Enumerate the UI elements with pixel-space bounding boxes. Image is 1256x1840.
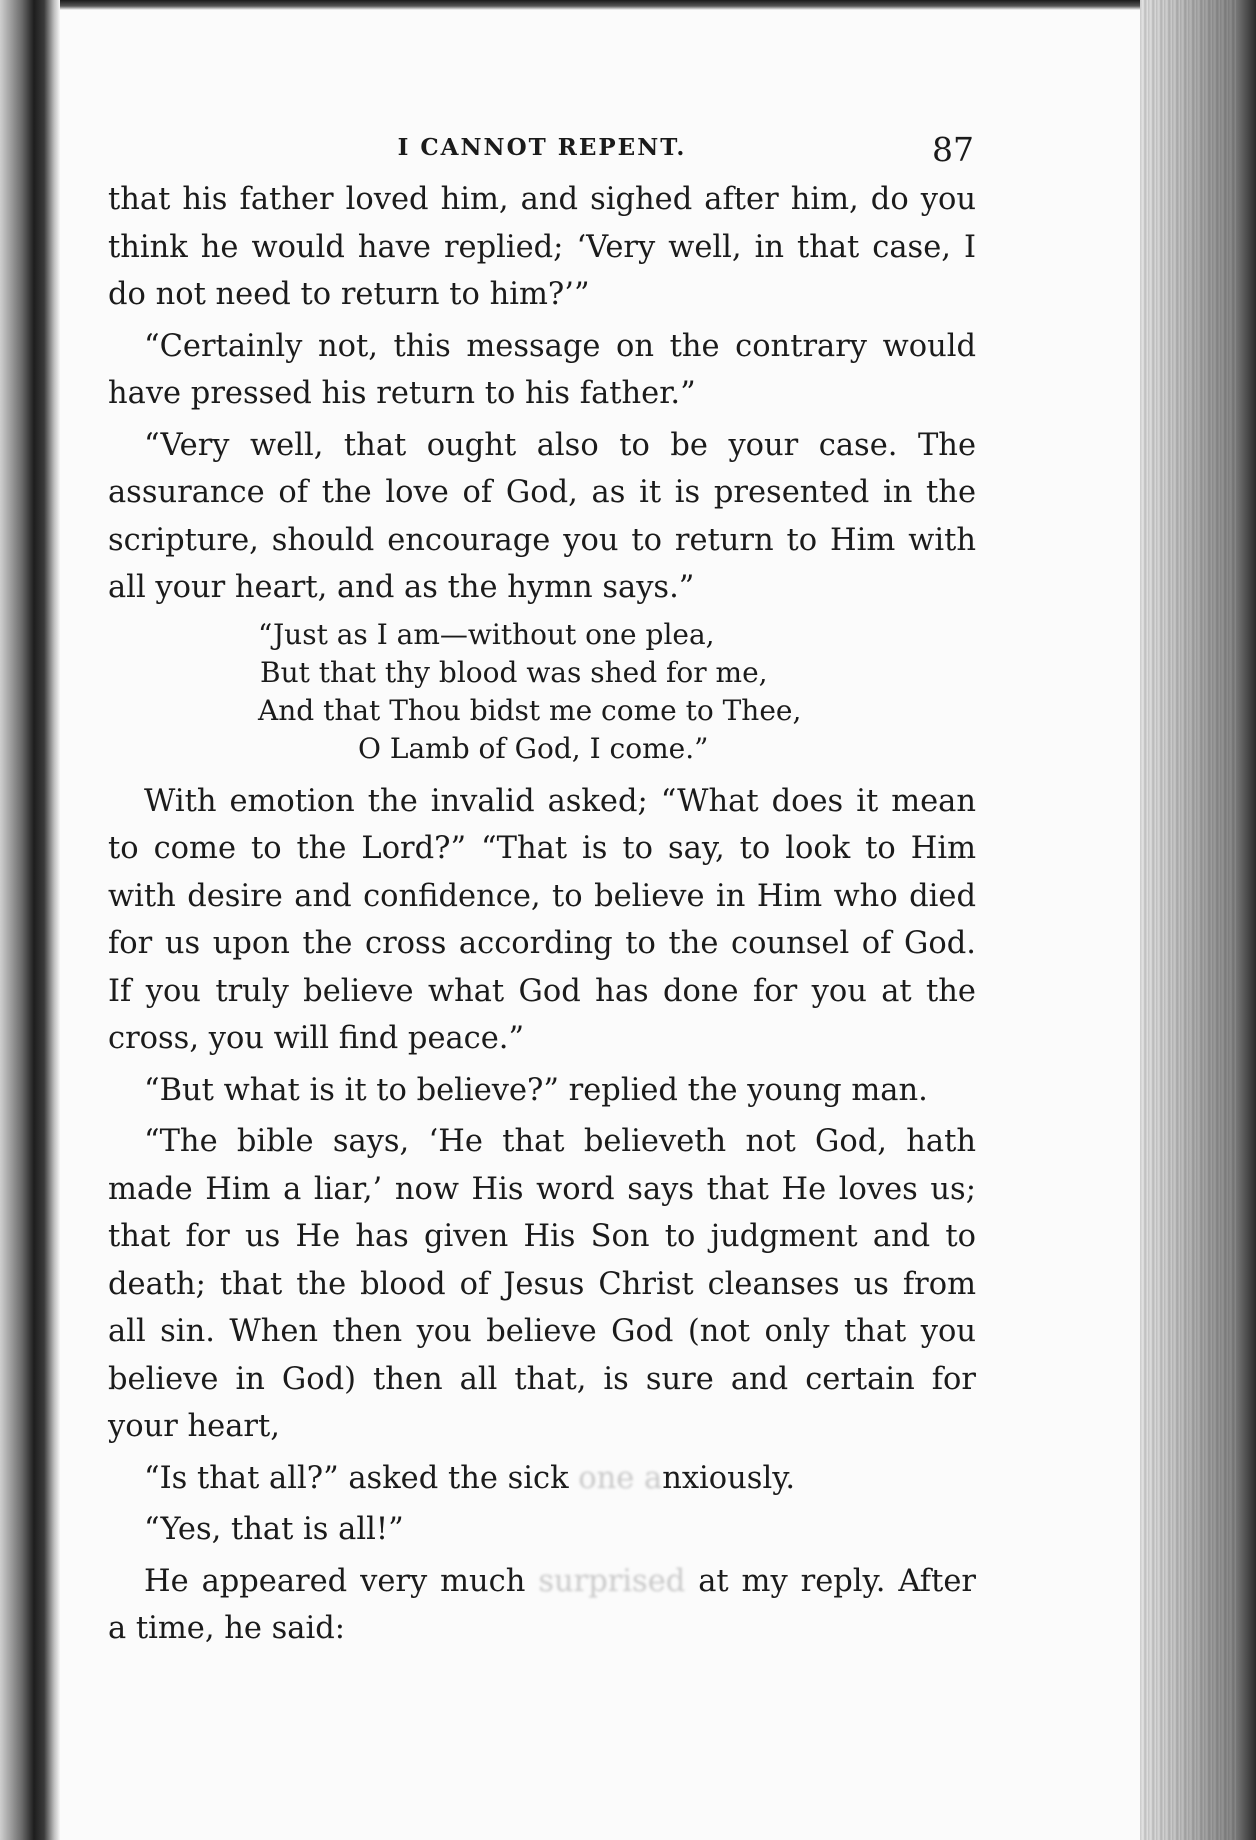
scan-top-edge	[0, 0, 1256, 10]
page-number: 87	[932, 130, 974, 169]
hymn-line: But that thy blood was shed for me,	[260, 655, 768, 689]
paragraph: “The bible says, ‘He that believeth not God, hath made Him a liar,’ now His word says that He loves us; that for us He has given His Son to judgment and to death; that the blood of Jesus Christ cleanses us from all sin. When then you believe God (not only that you believe in God) then all that, is sure and certain for your heart,	[108, 1124, 976, 1444]
paragraph: “Certainly not, this message on the contrary would have pressed his return to his father.”	[108, 328, 976, 411]
paragraph-sick-one	[108, 1455, 976, 1503]
paragraph-surprised	[108, 1558, 976, 1653]
smudged-text: one a	[578, 1460, 663, 1496]
text-fragment: at my reply. After a time, he said:	[108, 1563, 976, 1646]
hymn-quotation	[108, 616, 976, 768]
paragraph: that his father loved him, and sighed after him, do you think he would have replied; ‘Very well, in that case, I do not need to return to him?’”	[108, 182, 976, 312]
text-fragment: nxiously.	[662, 1460, 796, 1496]
paragraph: With emotion the invalid asked; “What does it mean to come to the Lord?” “That is to say, to look to Him with desire and confidence, to believe in Him who died for us upon the cross according to the counsel of God. If you truly believe what God has done for you at the cross, you will find peace.”	[108, 783, 976, 1056]
paragraph: “Very well, that ought also to be your case. The assurance of the love of God, as it is presented in the scripture, should encourage you to return to Him with all your heart, and as the hymn says.”	[108, 427, 976, 605]
book-binding-gutter	[0, 0, 60, 1840]
book-page	[108, 130, 976, 1657]
hymn-line: O Lamb of God, I come.”	[358, 731, 709, 765]
hymn-line: And that Thou bidst me come to Thee,	[258, 693, 802, 727]
hymn-line: “Just as I am—without one plea,	[258, 617, 715, 651]
running-head	[108, 130, 976, 170]
paragraph: “But what is it to believe?” replied the young man.	[144, 1072, 928, 1108]
smudged-text: surprised	[538, 1563, 686, 1599]
text-fragment: “Is that all?” asked the sick	[144, 1460, 579, 1496]
running-head-title: I CANNOT REPENT.	[397, 134, 687, 161]
page-block-shadow	[1236, 0, 1256, 1840]
paragraph: “Yes, that is all!”	[144, 1512, 404, 1547]
text-fragment: He appeared very much	[144, 1563, 539, 1599]
